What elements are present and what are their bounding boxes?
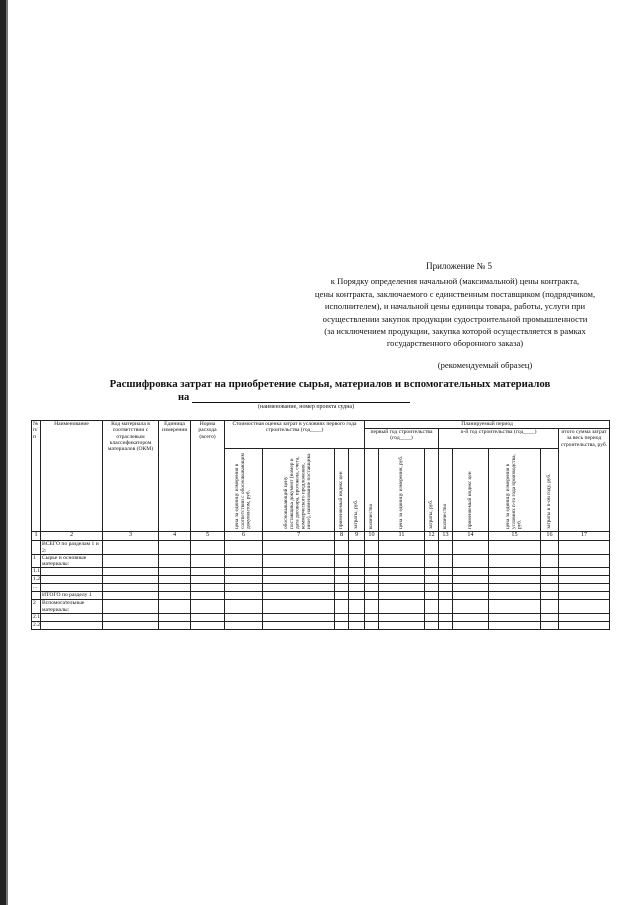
- table-cell: [103, 600, 159, 614]
- row-number: [32, 541, 41, 555]
- row-number: 1.1: [33, 568, 40, 575]
- table-cell: [489, 541, 541, 555]
- table-cell: [559, 568, 610, 576]
- table-cell: [335, 592, 349, 600]
- table-cell: [425, 614, 439, 622]
- table-cell: [335, 622, 349, 630]
- column-number: 2: [41, 532, 103, 541]
- table-cell: [559, 622, 610, 630]
- table-cell: [379, 622, 425, 630]
- table-cell: [103, 568, 159, 576]
- column-number: 15: [489, 532, 541, 541]
- row-name: [41, 622, 103, 630]
- header-total: итого сумма затрат за весь период строительства, руб.: [559, 429, 610, 532]
- table-row: [32, 614, 610, 622]
- header-c13: количество: [441, 503, 448, 529]
- table-cell: [439, 576, 453, 584]
- table-cell: [453, 541, 489, 555]
- column-number: 14: [453, 532, 489, 541]
- table-cell: [263, 554, 335, 568]
- table-cell: [263, 600, 335, 614]
- column-number: 5: [191, 532, 225, 541]
- table-cell: [379, 576, 425, 584]
- table-cell: [559, 600, 610, 614]
- table-cell: [489, 592, 541, 600]
- row-name: ИТОГО по разделу 1: [41, 592, 103, 600]
- appendix-number: Приложение № 5: [426, 261, 492, 271]
- table-cell: [439, 622, 453, 630]
- project-line: [178, 392, 410, 403]
- header-unit: Единица измерения: [159, 421, 191, 532]
- appendix-line: цены контракта, заключаемого с единственным поставщиком (подрядчиком,: [314, 288, 596, 299]
- table-cell: [453, 622, 489, 630]
- table-cell: [489, 568, 541, 576]
- table-cell: [159, 554, 191, 568]
- table-row: [32, 584, 610, 592]
- table-cell: [365, 541, 379, 555]
- column-number: 8: [335, 532, 349, 541]
- table-cell: [191, 600, 225, 614]
- table-cell: [425, 584, 439, 592]
- table-row: [32, 568, 610, 576]
- table-cell: [225, 614, 263, 622]
- row-number: ...: [32, 584, 41, 592]
- column-number: 12: [425, 532, 439, 541]
- table-cell: [159, 600, 191, 614]
- table-cell: [453, 554, 489, 568]
- row-name: Сырье и основные материалы:: [41, 554, 103, 568]
- table-cell: [335, 541, 349, 555]
- table-cell: [489, 554, 541, 568]
- column-number: 4: [159, 532, 191, 541]
- table-cell: [453, 576, 489, 584]
- table-cell: [379, 554, 425, 568]
- table-cell: [453, 592, 489, 600]
- table-cell: [159, 568, 191, 576]
- table-cell: [559, 614, 610, 622]
- table-cell: [225, 576, 263, 584]
- header-name: Наименование: [41, 421, 103, 532]
- table-cell: [191, 592, 225, 600]
- table-cell: [439, 568, 453, 576]
- sample-note: (рекомендуемый образец): [437, 359, 533, 370]
- table-cell: [159, 614, 191, 622]
- header-cost-group: Стоимостная оценка затрат в условиях первого года строительства (год____): [225, 421, 365, 449]
- table-row: [32, 554, 610, 568]
- column-number: 17: [559, 532, 610, 541]
- table-cell: [489, 600, 541, 614]
- table-cell: [453, 584, 489, 592]
- table-cell: [225, 600, 263, 614]
- table-cell: [379, 584, 425, 592]
- table-cell: [349, 554, 365, 568]
- table-cell: [263, 614, 335, 622]
- table-cell: [191, 576, 225, 584]
- table-cell: [365, 584, 379, 592]
- row-number: 2: [32, 600, 41, 614]
- table-cell: [225, 541, 263, 555]
- table-cell: [425, 592, 439, 600]
- table-cell: [453, 600, 489, 614]
- table-cell: [559, 592, 610, 600]
- cost-table: [31, 420, 610, 630]
- table-cell: [379, 614, 425, 622]
- table-cell: [425, 576, 439, 584]
- table-cell: [225, 568, 263, 576]
- table-cell: [159, 584, 191, 592]
- header-c6: цена за единицу измерения в соответствии с обосновывающим документом, руб.: [233, 453, 252, 529]
- table-cell: [425, 554, 439, 568]
- header-c9: затраты, руб.: [352, 499, 359, 529]
- table-cell: [349, 584, 365, 592]
- table-cell: [425, 600, 439, 614]
- row-number: 2.2: [33, 622, 40, 629]
- header-c8: применяемый индекс цен: [337, 471, 344, 529]
- table-cell: [439, 592, 453, 600]
- table-cell: [425, 568, 439, 576]
- table-cell: [349, 614, 365, 622]
- table-cell: [225, 584, 263, 592]
- table-cell: [335, 576, 349, 584]
- table-cell: [439, 614, 453, 622]
- table-cell: [489, 576, 541, 584]
- table-row: [32, 541, 610, 555]
- table-cell: [541, 592, 559, 600]
- appendix-block: [300, 260, 610, 371]
- table-cell: [103, 622, 159, 630]
- table-cell: [263, 622, 335, 630]
- header-c15: цена за единицу измерения в условиях n-го года производства, руб.: [504, 454, 523, 529]
- header-c14: применяемый индекс цен: [466, 471, 473, 529]
- row-number: [32, 592, 41, 600]
- table-row: [32, 622, 610, 630]
- table-cell: [349, 622, 365, 630]
- table-cell: [191, 568, 225, 576]
- scan-edge-shadow: [6, 0, 8, 905]
- table-cell: [349, 600, 365, 614]
- table-cell: [489, 622, 541, 630]
- table-cell: [541, 584, 559, 592]
- table-cell: [225, 554, 263, 568]
- header-num: № п/п: [32, 421, 41, 532]
- table-cell: [191, 554, 225, 568]
- table-cell: [541, 600, 559, 614]
- table-cell: [263, 584, 335, 592]
- table-cell: [365, 576, 379, 584]
- appendix-line: государственного оборонного заказа): [386, 338, 524, 349]
- table-cell: [365, 622, 379, 630]
- column-number: 9: [349, 532, 365, 541]
- table-cell: [365, 568, 379, 576]
- table-cell: [541, 622, 559, 630]
- column-number: 11: [379, 532, 425, 541]
- column-number-row: [32, 532, 610, 541]
- column-number: 16: [541, 532, 559, 541]
- table-cell: [559, 541, 610, 555]
- table-cell: [453, 568, 489, 576]
- table-cell: [335, 584, 349, 592]
- table-cell: [365, 554, 379, 568]
- table-cell: [159, 576, 191, 584]
- row-number: 1: [32, 554, 41, 568]
- table-cell: [541, 576, 559, 584]
- column-number: 10: [365, 532, 379, 541]
- table-cell: [335, 554, 349, 568]
- table-cell: [489, 584, 541, 592]
- table-cell: [349, 592, 365, 600]
- table-cell: [191, 584, 225, 592]
- table-cell: [541, 554, 559, 568]
- table-cell: [439, 554, 453, 568]
- table-cell: [559, 584, 610, 592]
- on-label: на: [178, 392, 190, 403]
- table-cell: [103, 541, 159, 555]
- header-c10: количество: [367, 503, 374, 529]
- table-cell: [439, 584, 453, 592]
- row-name: Вспомогательные материалы:: [41, 600, 103, 614]
- table-cell: [159, 622, 191, 630]
- table-cell: [541, 614, 559, 622]
- header-nth-year: n-й год строительства (год____): [439, 429, 559, 449]
- table-cell: [225, 622, 263, 630]
- project-underline: [192, 392, 410, 403]
- table-cell: [335, 600, 349, 614]
- table-cell: [379, 600, 425, 614]
- table-cell: [379, 592, 425, 600]
- column-number: 1: [32, 532, 41, 541]
- column-number: 3: [103, 532, 159, 541]
- table-cell: [263, 592, 335, 600]
- table-cell: [335, 568, 349, 576]
- table-cell: [191, 614, 225, 622]
- table-cell: [559, 554, 610, 568]
- table-cell: [379, 568, 425, 576]
- table-cell: [349, 576, 365, 584]
- table-cell: [439, 600, 453, 614]
- table-cell: [365, 592, 379, 600]
- column-number: 13: [439, 532, 453, 541]
- table-cell: [159, 541, 191, 555]
- table-row: [32, 600, 610, 614]
- row-name: [41, 614, 103, 622]
- table-cell: [263, 568, 335, 576]
- table-cell: [335, 614, 349, 622]
- table-cell: [103, 554, 159, 568]
- column-number: 6: [225, 532, 263, 541]
- table-cell: [263, 541, 335, 555]
- table-cell: [349, 568, 365, 576]
- appendix-line: к Порядку определения начальной (максимальной) цены контракта,: [330, 276, 580, 287]
- table-cell: [541, 568, 559, 576]
- appendix-line: исполнителем), и начальной цены единицы товара, работы, услуги при: [324, 301, 586, 312]
- header-code: Код материала в соответствии с отраслевым классификатором материалов (ОКМ): [103, 421, 159, 532]
- header-c7: обосновывающий цену поставщика документ (номер и дата договора, протокола, счета, коммерческого предложения, иное), наименование поставщика: [283, 453, 313, 529]
- table-cell: [439, 541, 453, 555]
- table-cell: [541, 541, 559, 555]
- header-norm: Норма расхода (всего): [191, 421, 225, 532]
- table-cell: [103, 584, 159, 592]
- header-c16: затраты в n-ом году, руб.: [545, 473, 552, 529]
- table-cell: [263, 576, 335, 584]
- table-cell: [103, 614, 159, 622]
- header-c11: цена за единицу измерения, руб.: [397, 455, 404, 529]
- project-caption: (наименование, номер проекта судна): [258, 404, 355, 410]
- table-cell: [365, 614, 379, 622]
- header-first-year: первый год строительства (год____): [365, 429, 439, 449]
- table-cell: [159, 592, 191, 600]
- table-cell: [559, 576, 610, 584]
- row-number: 1.2: [33, 576, 40, 583]
- row-name: [41, 584, 103, 592]
- row-name: ВСЕГО по разделам 1 и 2:: [41, 541, 103, 555]
- row-name: [41, 568, 103, 576]
- appendix-line: (за исключением продукции, закупка которой осуществляется в рамках: [324, 326, 586, 337]
- table-cell: [425, 541, 439, 555]
- row-name: [41, 576, 103, 584]
- table-cell: [225, 592, 263, 600]
- table-cell: [425, 622, 439, 630]
- table-cell: [365, 600, 379, 614]
- column-number: 7: [263, 532, 335, 541]
- table-cell: [453, 614, 489, 622]
- table-row: [32, 576, 610, 584]
- table-cell: [191, 541, 225, 555]
- row-number: 2.1: [33, 614, 40, 621]
- table-row: [32, 592, 610, 600]
- document-title: Расшифровка затрат на приобретение сырья, материалов и вспомогательных материалов: [109, 378, 551, 390]
- table-cell: [103, 592, 159, 600]
- table-cell: [349, 541, 365, 555]
- header-planned: Планируемый период: [365, 421, 610, 429]
- table-cell: [379, 541, 425, 555]
- table-cell: [191, 622, 225, 630]
- appendix-line: осуществлении закупок продукции судостроительной промышленности: [322, 313, 588, 324]
- table-cell: [489, 614, 541, 622]
- table-cell: [103, 576, 159, 584]
- header-c12: затраты, руб.: [427, 499, 434, 529]
